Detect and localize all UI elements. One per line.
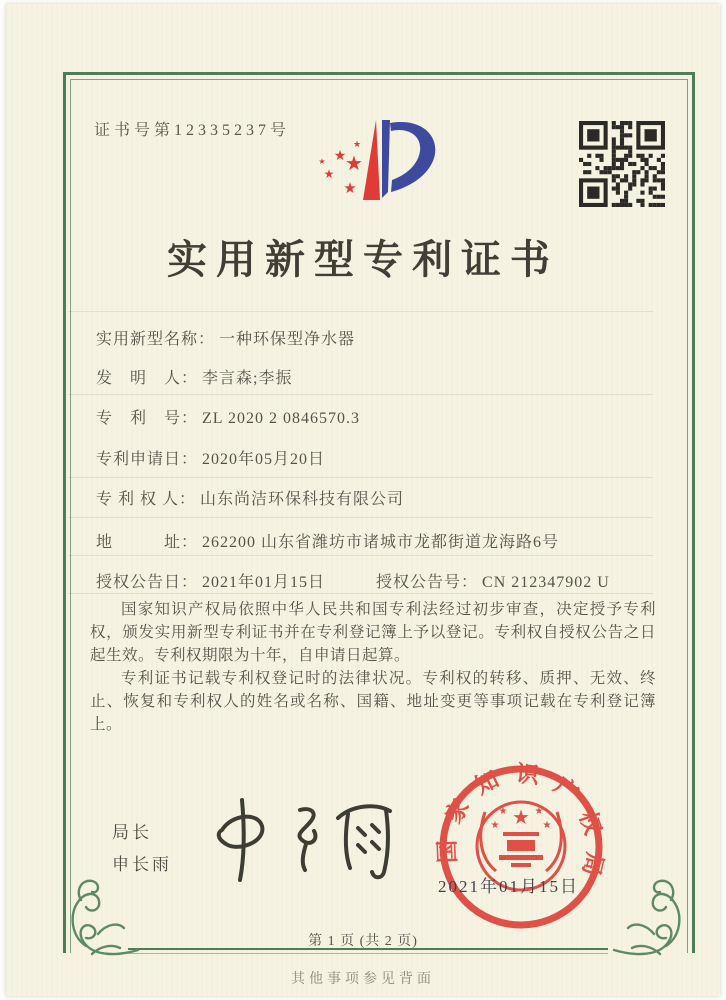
field-row xyxy=(96,405,360,428)
field-value: 山东尚洁环保科技有限公司 xyxy=(200,491,405,508)
field-label: 专 利 号： xyxy=(96,410,199,427)
logo-star-icon: ★ xyxy=(352,139,362,149)
field-value: 李言森;李振 xyxy=(202,370,293,387)
field-row xyxy=(96,486,404,509)
seal-date: 2021年01月15日 xyxy=(438,877,579,896)
back-note: 其他事项参见背面 xyxy=(291,972,435,987)
field-label: 专 利 权 人： xyxy=(96,491,197,508)
logo-star-icon: ★ xyxy=(345,153,363,175)
certificate-title: 实用新型专利证书 xyxy=(167,237,559,282)
field-value: 262200 山东省潍坊市诸城市龙都街道龙海路6号 xyxy=(202,534,560,551)
field-row xyxy=(96,529,559,552)
qr-code xyxy=(579,121,665,207)
floral-ornament-left xyxy=(62,876,142,968)
field-row xyxy=(96,446,325,469)
scan-band xyxy=(68,394,653,395)
signer-name: 申长雨 xyxy=(112,855,172,874)
svg-text:★: ★ xyxy=(534,806,544,817)
field-label: 地 址： xyxy=(96,534,199,551)
field-row xyxy=(96,365,292,388)
scan-band xyxy=(68,593,653,594)
field-value: ZL 2020 2 0846570.3 xyxy=(202,410,360,427)
scan-band xyxy=(68,477,653,478)
official-seal xyxy=(414,740,628,954)
svg-text:★: ★ xyxy=(512,807,530,829)
logo-star-icon: ★ xyxy=(318,157,326,166)
svg-text:★: ★ xyxy=(490,820,500,831)
grant-number-value: CN 212347902 U xyxy=(482,574,610,591)
page-indicator: 第 1 页 (共 2 页) xyxy=(308,934,418,949)
logo-star-icon: ★ xyxy=(333,149,347,164)
logo-star-icon: ★ xyxy=(323,167,335,181)
field-label: 专利申请日： xyxy=(96,451,199,468)
legal-text xyxy=(90,598,656,736)
scan-band xyxy=(68,555,653,556)
legal-paragraph-2: 专利证书记载专利权登记时的法律状况。专利权的转移、质押、无效、终止、恢复和专利权人的姓名或名称、国籍、地址变更等事项记载在专利登记簿上。 xyxy=(90,670,656,733)
grant-date-value: 2021年01月15日 xyxy=(202,574,326,591)
bottom-rule xyxy=(128,948,608,954)
field-value: 2020年05月20日 xyxy=(202,451,326,468)
svg-text:★: ★ xyxy=(542,820,552,831)
field-label: 实用新型名称： xyxy=(96,331,216,348)
svg-text:★: ★ xyxy=(498,806,508,817)
grant-number-label: 授权公告号： xyxy=(376,574,479,591)
signature xyxy=(202,792,412,884)
field-label: 发 明 人： xyxy=(96,370,199,387)
seal-ring-text: 国家知识产权局 xyxy=(434,761,608,881)
grant-row xyxy=(96,569,610,592)
grant-date-label: 授权公告日： xyxy=(96,574,199,591)
legal-paragraph-1: 国家知识产权局依照中华人民共和国专利法经过初步审查，决定授予专利权，颁发实用新型专利证书并在专利登记簿上予以登记。专利权自授权公告之日起生效。专利权期限为十年，自申请日起算。 xyxy=(90,601,656,664)
field-row xyxy=(96,326,355,349)
floral-ornament-right xyxy=(610,876,690,968)
signer-title: 局长 xyxy=(112,823,152,842)
scan-band xyxy=(68,517,653,518)
cnipa-logo-icon xyxy=(302,112,466,222)
scan-band xyxy=(68,311,653,312)
certificate-number: 证书号第12335237号 xyxy=(94,122,291,139)
field-value: 一种环保型净水器 xyxy=(219,331,356,348)
logo-star-icon: ★ xyxy=(343,181,357,197)
certificate-page xyxy=(6,4,720,996)
